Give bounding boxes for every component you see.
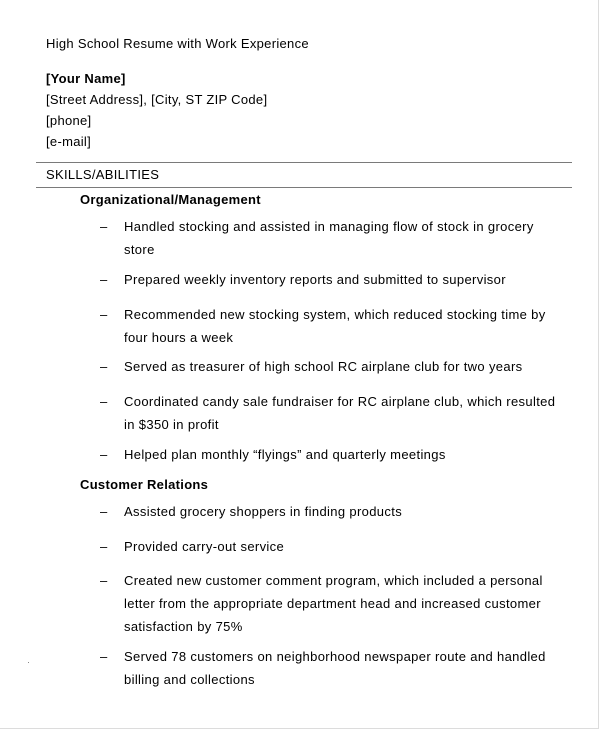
list-item [100, 645, 560, 691]
contact-block [46, 68, 267, 152]
dash-bullet-icon: – [100, 359, 108, 374]
list-item-text: Served 78 customers on neighborhood newspaper route and handled billing and collections [124, 649, 546, 687]
dash-bullet-icon: – [100, 447, 108, 462]
dash-bullet-icon: – [100, 649, 108, 664]
list-item [100, 535, 560, 558]
contact-phone: [phone] [46, 113, 92, 128]
list-item [100, 443, 560, 466]
list-item [100, 268, 560, 291]
list-item-text: Created new customer comment program, which included a personal letter from the appropriate department head and increased customer satisfaction by 75% [124, 573, 543, 634]
section-rule-top [36, 162, 572, 163]
list-item [100, 500, 560, 523]
document-title: High School Resume with Work Experience [46, 36, 309, 51]
list-item [100, 215, 560, 261]
list-item-text: Served as treasurer of high school RC airplane club for two years [124, 359, 523, 374]
list-item [100, 390, 560, 436]
dash-bullet-icon: – [100, 539, 108, 554]
list-item-text: Provided carry-out service [124, 539, 285, 554]
skill-group-title: Customer Relations [80, 477, 209, 492]
contact-address: [Street Address], [City, ST ZIP Code] [46, 92, 268, 107]
list-item [100, 569, 560, 638]
list-item-text: Assisted grocery shoppers in finding products [124, 504, 403, 519]
contact-email: [e-mail] [46, 134, 92, 149]
list-item-text: Coordinated candy sale fundraiser for RC airplane club, which resulted in $350 in profit [124, 394, 556, 432]
section-rule-bottom [36, 187, 572, 188]
dash-bullet-icon: – [100, 219, 108, 234]
dash-bullet-icon: – [100, 573, 108, 588]
skill-group-title: Organizational/Management [80, 192, 261, 207]
list-item [100, 303, 560, 349]
list-item-text: Prepared weekly inventory reports and submitted to supervisor [124, 272, 506, 287]
dash-bullet-icon: – [100, 272, 108, 287]
list-item-text: Handled stocking and assisted in managing flow of stock in grocery store [124, 219, 534, 257]
list-item-text: Helped plan monthly “flyings” and quarterly meetings [124, 447, 446, 462]
contact-name: [Your Name] [46, 71, 126, 86]
dash-bullet-icon: – [100, 504, 108, 519]
section-heading: SKILLS/ABILITIES [46, 167, 160, 182]
list-item-text: Recommended new stocking system, which reduced stocking time by four hours a week [124, 307, 546, 345]
dash-bullet-icon: – [100, 394, 108, 409]
scan-speck [28, 662, 29, 663]
dash-bullet-icon: – [100, 307, 108, 322]
list-item [100, 355, 560, 378]
